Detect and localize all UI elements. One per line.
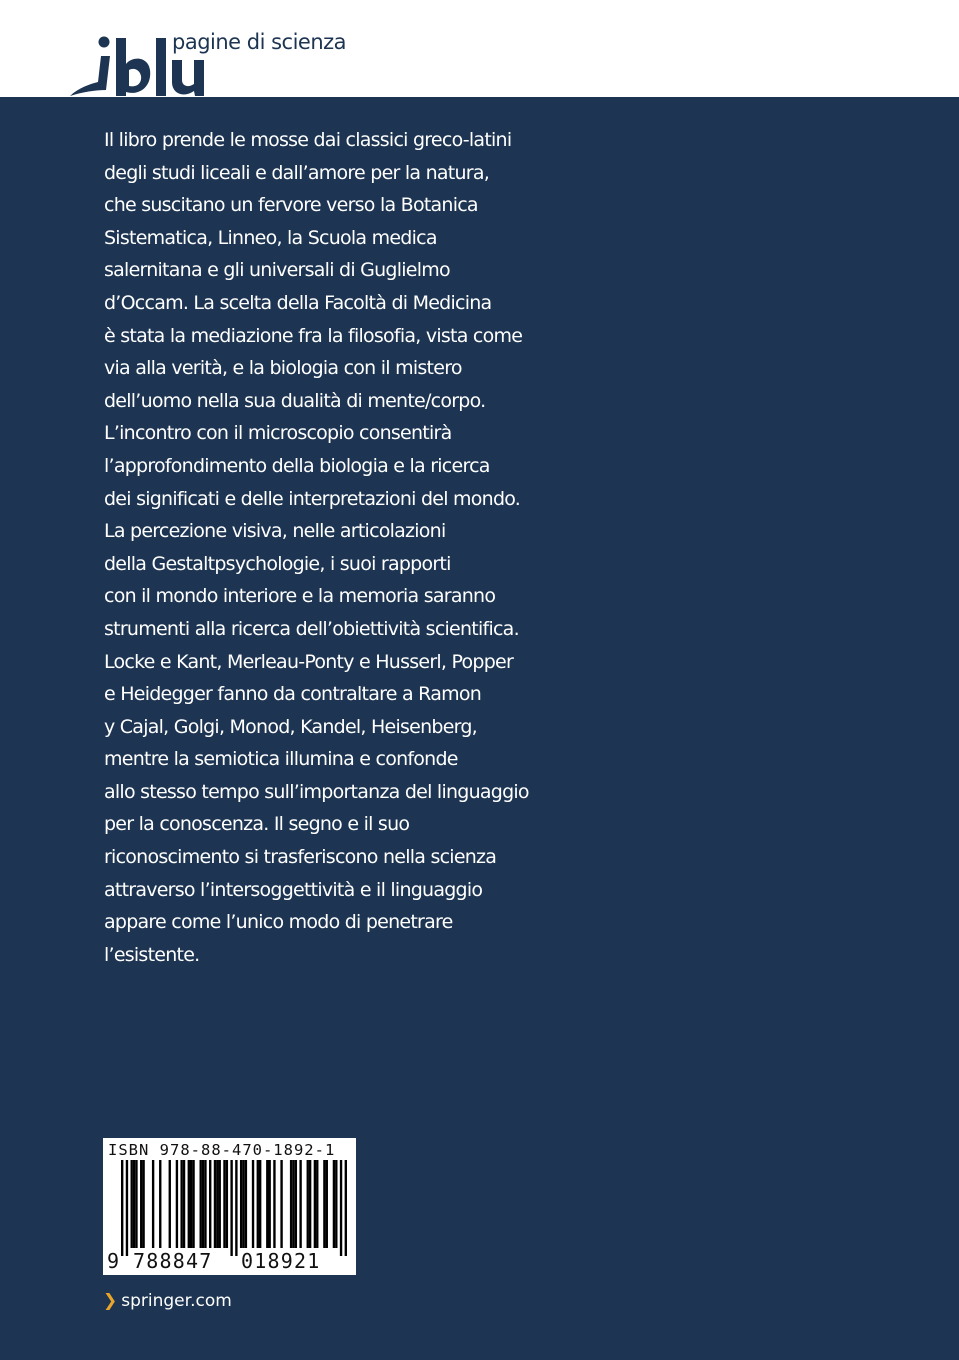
- blurb-line: strumenti alla ricerca dell’obiettività scientifica.: [104, 617, 519, 640]
- barcode-bar: [242, 1160, 244, 1248]
- barcode-bar: [188, 1160, 190, 1248]
- barcode-bar: [299, 1160, 301, 1248]
- barcode-bar: [152, 1160, 154, 1248]
- isbn-barcode: [103, 1138, 356, 1275]
- barcode-bar: [135, 1160, 137, 1248]
- barcode-bar: [169, 1160, 171, 1248]
- barcode-bar: [204, 1160, 206, 1248]
- barcode-bar: [280, 1160, 282, 1248]
- blurb-line: d’Occam. La scelta della Facoltà di Medicina: [104, 291, 492, 314]
- barcode-bar: [131, 1160, 133, 1248]
- barcode-bar: [268, 1160, 270, 1248]
- blurb-line: dell’uomo nella sua dualità di mente/corpo.: [104, 389, 486, 412]
- barcode-bar: [176, 1160, 178, 1248]
- isbn-label: ISBN 978-88-470-1892-1: [108, 1141, 336, 1159]
- blurb-line: salernitana e gli universali di Guglielmo: [104, 259, 450, 282]
- blurb-line: mentre la semiotica illumina e confonde: [104, 748, 458, 771]
- barcode-bar: [273, 1160, 275, 1248]
- barcode-bar: [314, 1160, 316, 1248]
- barcode-bar: [292, 1160, 294, 1248]
- barcode-bar: [202, 1160, 204, 1248]
- barcode-bar: [216, 1160, 218, 1248]
- ean-lead-digit: 9: [107, 1249, 120, 1273]
- barcode-bar: [252, 1160, 254, 1248]
- blurb-line: che suscitano un fervore verso la Botanica: [104, 194, 478, 217]
- barcode-bar: [192, 1160, 194, 1248]
- barcode-bar: [266, 1160, 268, 1248]
- barcode-bar: [259, 1160, 261, 1248]
- barcode-bar: [316, 1160, 318, 1248]
- barcode-bar: [140, 1160, 142, 1248]
- barcode-bar: [340, 1160, 342, 1256]
- ean-right-digits: 018921: [241, 1249, 321, 1273]
- blurb-line: attraverso l’intersoggettività e il linguaggio: [104, 878, 483, 901]
- series-name: pagine di scienza: [172, 30, 347, 54]
- website-label: springer.com: [121, 1291, 232, 1311]
- barcode-bar: [326, 1160, 328, 1248]
- blurb-line: riconoscimento si trasferiscono nella scienza: [104, 846, 497, 869]
- blurb-line: L’incontro con il microscopio consentirà: [104, 422, 452, 445]
- barcode-bar: [142, 1160, 144, 1248]
- blurb-line: l’esistente.: [104, 943, 200, 966]
- barcode-bar: [290, 1160, 292, 1248]
- blurb-line: Locke e Kant, Merleau-Ponty e Husserl, Popper: [104, 650, 514, 673]
- blurb-line: y Cajal, Golgi, Monod, Kandel, Heisenberg,: [104, 715, 477, 738]
- barcode-bar: [180, 1160, 182, 1248]
- barcode-bar: [223, 1160, 225, 1248]
- barcode-bar: [323, 1160, 325, 1248]
- barcode-bar: [133, 1160, 135, 1248]
- blurb-line: Sistematica, Linneo, la Scuola medica: [104, 226, 437, 249]
- blurb-line: l’approfondimento della biologia e la ricerca: [104, 454, 490, 477]
- barcode-bar: [226, 1160, 228, 1248]
- barcode-bar: [240, 1160, 242, 1248]
- barcode-bar: [190, 1160, 192, 1248]
- back-cover-blurb: [104, 124, 604, 971]
- blurb-line: appare come l’unico modo di penetrare: [104, 911, 453, 934]
- blurb-line: con il mondo interiore e la memoria saranno: [104, 585, 496, 608]
- barcode-bar: [295, 1160, 297, 1248]
- barcode-bar: [200, 1160, 202, 1248]
- barcode-bar: [335, 1160, 337, 1248]
- header-band: [0, 0, 959, 97]
- barcode-bar: [214, 1160, 216, 1248]
- barcode-bar: [121, 1160, 123, 1256]
- barcode-bar: [126, 1160, 128, 1256]
- blurb-line: via alla verità, e la biologia con il mistero: [104, 357, 462, 380]
- barcode-bar: [219, 1160, 221, 1248]
- barcode-bar: [307, 1160, 309, 1248]
- barcode-bar: [183, 1160, 185, 1248]
- barcode-bar: [257, 1160, 259, 1248]
- blurb-line: e Heidegger fanno da contraltare a Ramon: [104, 683, 482, 706]
- barcode-bar: [209, 1160, 211, 1248]
- barcode-bar: [235, 1160, 237, 1256]
- blurb-line: della Gestaltpsychologie, i suoi rapporti: [104, 552, 451, 575]
- barcode-bar: [230, 1160, 232, 1256]
- blurb-line: per la conoscenza. Il segno e il suo: [104, 813, 410, 836]
- blurb-line: è stata la mediazione fra la filosofia, vista come: [104, 324, 523, 347]
- blurb-line: Il libro prende le mosse dai classici greco-latini: [104, 129, 512, 151]
- blurb-line: allo stesso tempo sull’importanza del linguaggio: [104, 780, 529, 803]
- publisher-link[interactable]: [103, 1290, 232, 1312]
- ean-left-digits: 788847: [133, 1249, 213, 1273]
- barcode-bar: [309, 1160, 311, 1248]
- barcode-bar: [345, 1160, 347, 1256]
- chevron-right-icon: ❯: [103, 1291, 118, 1311]
- barcode-bar: [333, 1160, 335, 1248]
- barcode-bar: [159, 1160, 161, 1248]
- blurb-line: La percezione visiva, nelle articolazioni: [104, 520, 446, 543]
- blurb-line: dei significati e delle interpretazioni del mondo.: [104, 487, 521, 510]
- barcode-bar: [245, 1160, 247, 1248]
- blurb-line: degli studi liceali e dall’amore per la natura,: [104, 161, 490, 184]
- barcode-bars: [121, 1160, 347, 1256]
